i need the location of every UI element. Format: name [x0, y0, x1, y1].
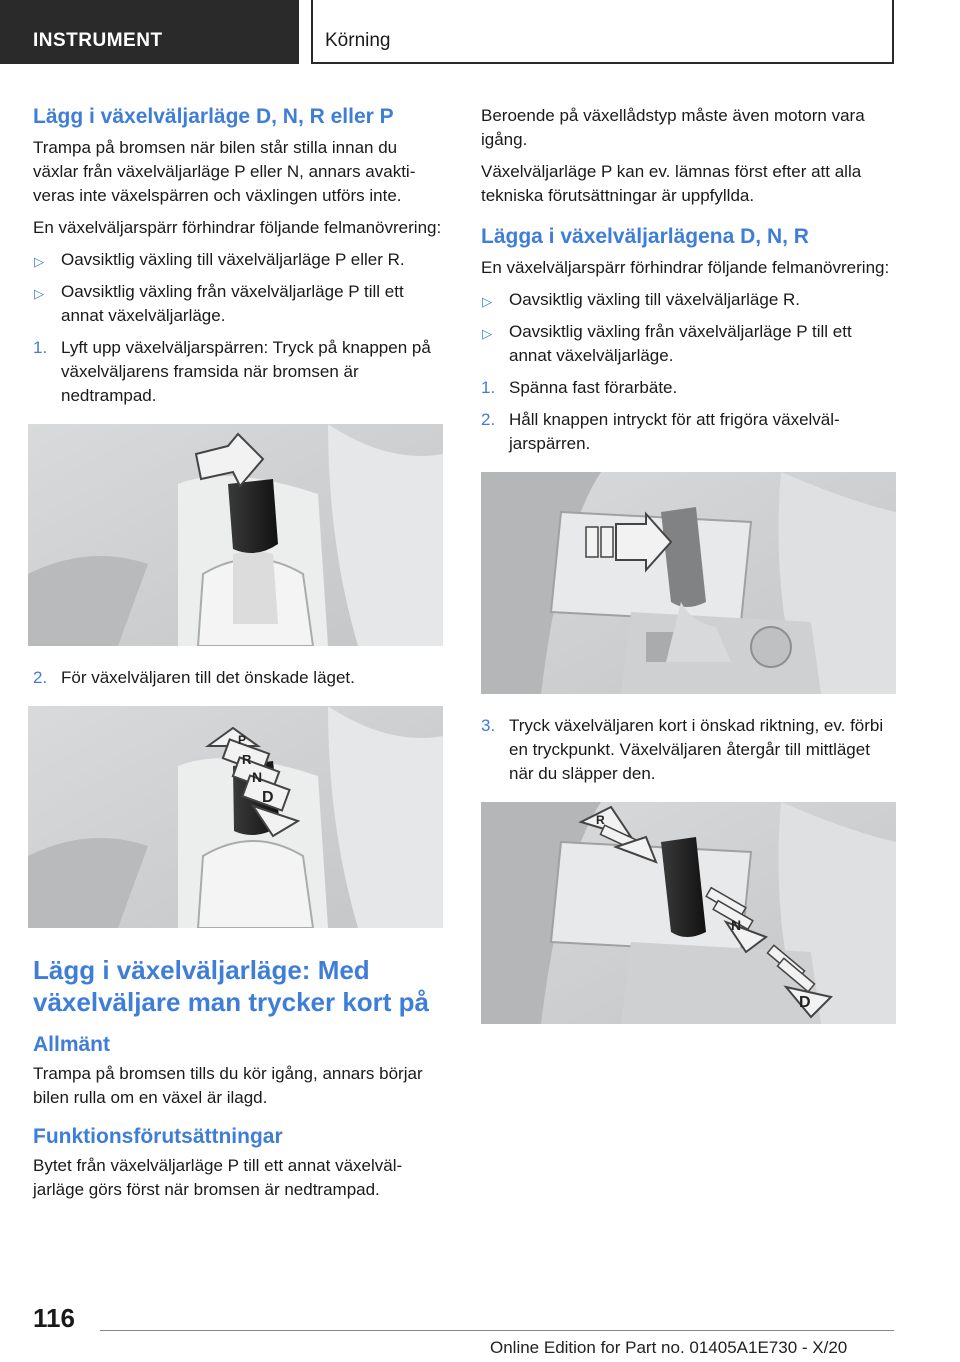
step-item: 1. Spänna fast förarbäte.	[481, 376, 896, 400]
step-list	[481, 376, 896, 456]
step-list	[33, 666, 443, 690]
position-label-d: D	[799, 994, 811, 1011]
heading-prerequisites: Funktionsförutsättningar	[33, 1125, 283, 1148]
heading-general: Allmänt	[33, 1033, 111, 1056]
gear-lever-image-release-button	[481, 472, 896, 694]
position-label-n: N	[252, 769, 263, 785]
paragraph: Bytet från växelväljarläge P till ett annat växelväljarläge görs först när bromsen är nedtrampad.	[33, 1156, 403, 1199]
paragraph: Växelväljarläge P kan ev. lämnas först efter att alla tekniska förutsättningar är uppfyllda.	[481, 162, 862, 205]
position-label-p: P	[238, 733, 247, 747]
step-number: 1.	[481, 378, 496, 397]
list-item: ▷ Oavsiktlig växling från växelväljarläge P till ett annat växelväljarläge.	[34, 282, 404, 325]
list-item: ▷ Oavsiktlig växling till växelväljarläge P eller R.	[33, 248, 443, 272]
heading-select-dnrp: Lägg i växelväljarläge D, N, R eller P	[33, 105, 394, 128]
footer-divider	[100, 1330, 894, 1331]
left-column	[33, 96, 443, 1210]
paragraph: En växelväljarspärr förhindrar följande felmanövrering:	[481, 258, 890, 277]
heading-short-press-selector: Lägg i växelväljarläge: Med växelväljare man trycker kort på	[33, 955, 430, 1017]
position-label-d: D	[262, 789, 274, 806]
step-item: 1. Lyft upp växelväljarspärren: Tryck på knappen på växelväljarens framsida när bromsen är nedtrampad.	[33, 338, 431, 405]
list-item: ▷ Oavsiktlig växling från växelväljarläge P till ett annat växelväljarläge.	[482, 322, 852, 365]
step-number: 2.	[481, 410, 496, 429]
bullet-list	[481, 288, 896, 368]
step-number: 3.	[481, 716, 496, 735]
bullet-icon: ▷	[482, 326, 492, 341]
gear-lever-image-press-button	[28, 424, 443, 646]
bullet-icon: ▷	[482, 294, 492, 309]
step-number: 2.	[33, 668, 48, 687]
paragraph: En växelväljarspärr förhindrar följande felmanövrering:	[33, 218, 442, 237]
bullet-icon: ▷	[34, 254, 44, 269]
step-list	[33, 336, 443, 408]
paragraph: Beroende på växellådstyp måste även motorn vara igång.	[481, 106, 865, 149]
position-label-r: R	[242, 752, 252, 767]
gear-lever-image-positions	[28, 706, 443, 928]
edition-note: Online Edition for Part no. 01405A1E730 - X/20	[490, 1338, 848, 1357]
step-item: 3. Tryck växelväljaren kort i önskad riktning, ev. förbi en tryckpunkt. Växelväljaren återgår till mittläget när du släpper den.	[481, 716, 884, 783]
step-number: 1.	[33, 338, 48, 357]
paragraph: Trampa på bromsen tills du kör igång, annars börjar bilen rulla om en växel är ilagd.	[33, 1064, 423, 1107]
paragraph: Trampa på bromsen när bilen står stilla innan du växlar från växelväljarläge P eller N, annars avaktiveras inte växelspärren och växlingen utförs inte.	[33, 138, 416, 205]
gear-lever-image-short-press	[481, 802, 896, 1024]
list-item: ▷ Oavsiktlig växling till växelväljarläge R.	[481, 288, 896, 312]
step-list	[481, 714, 896, 786]
bullet-icon: ▷	[34, 286, 44, 301]
section-title: INSTRUMENT	[33, 30, 163, 51]
heading-select-dnr: Lägga i växelväljarlägena D, N, R	[481, 225, 809, 248]
bullet-list	[33, 248, 443, 328]
step-item: 2. För växelväljaren till det önskade läget.	[33, 666, 443, 690]
section-tab	[0, 0, 299, 64]
step-item: 2. Håll knappen intryckt för att frigöra växelväljarspärren.	[481, 410, 840, 453]
chapter-title: Körning	[325, 30, 391, 51]
page-number: 116	[33, 1303, 75, 1333]
right-column	[481, 104, 896, 1044]
position-label-r: R	[596, 813, 605, 827]
position-label-n: N	[731, 917, 742, 933]
chapter-tab	[311, 0, 894, 64]
